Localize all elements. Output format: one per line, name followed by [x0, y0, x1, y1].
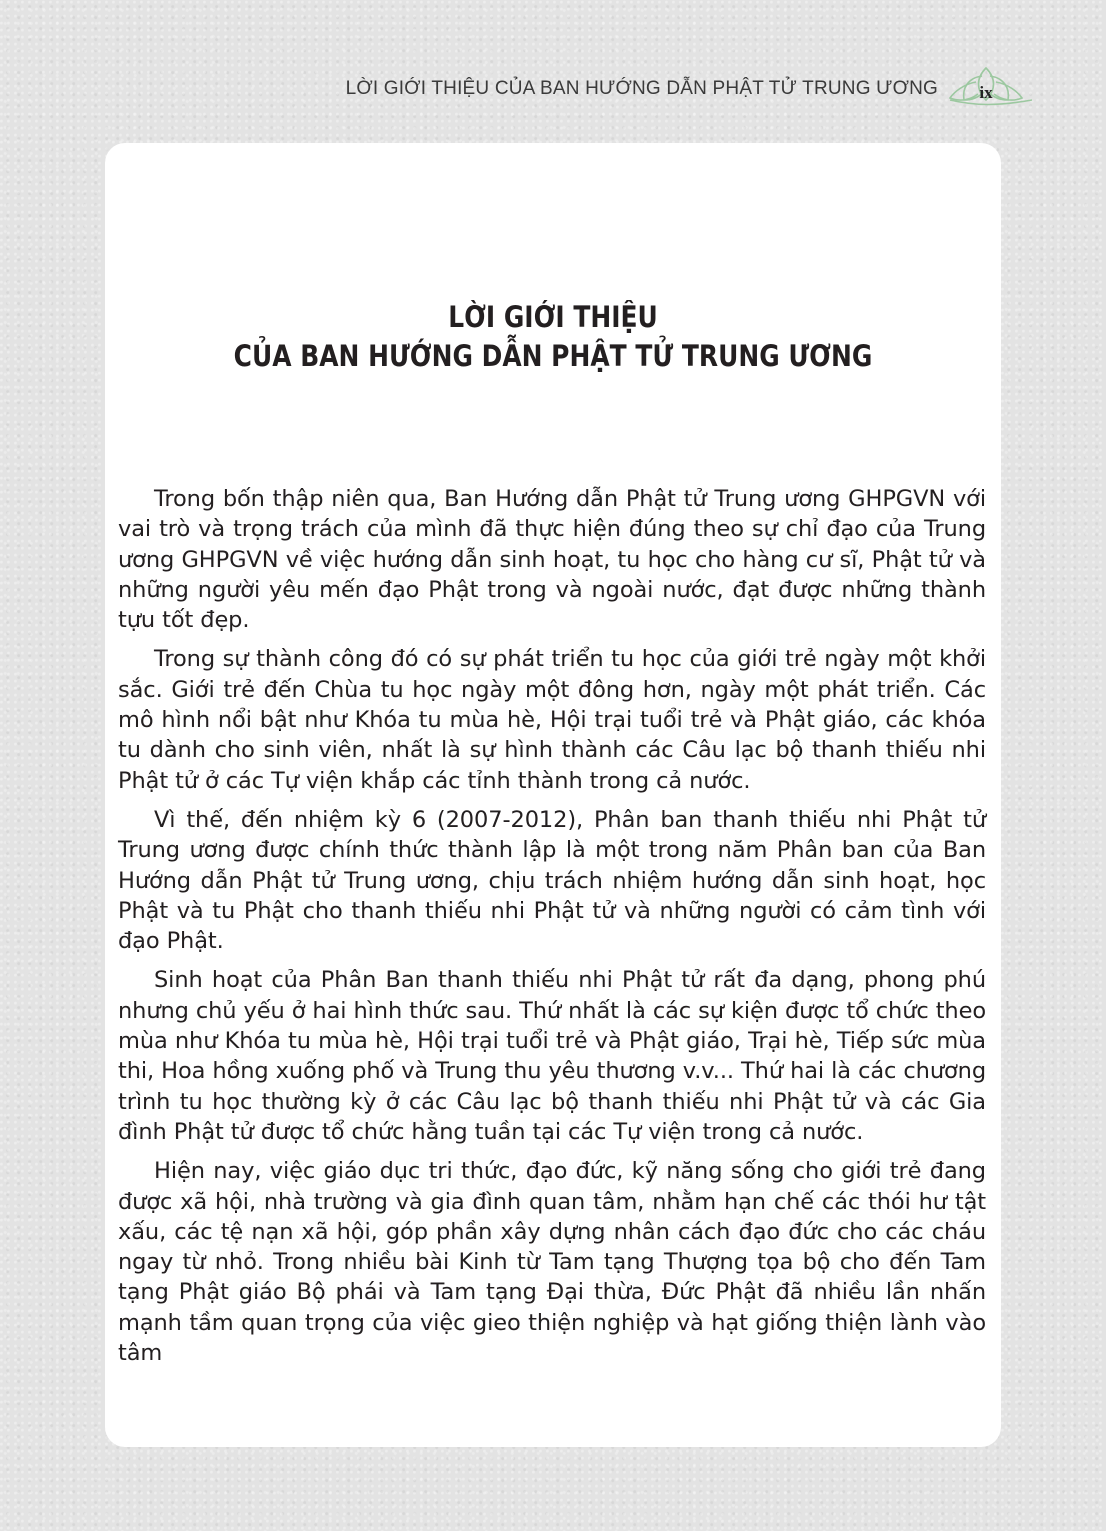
title-line-2: CỦA BAN HƯỚNG DẪN PHẬT TỬ TRUNG ƯƠNG [233, 339, 873, 373]
paragraph: Trong bốn thập niên qua, Ban Hướng dẫn Phật tử Trung ương GHPGVN với vai trò và trọng trách của mình đã thực hiện đúng theo sự chỉ đạo của Trung ương GHPGVN về việc hướng dẫn sinh hoạt, tu học cho hàng cư sĩ, Phật tử và những người yêu mến đạo Phật trong và ngoài nước, đạt được những thành tựu tốt đẹp. [118, 486, 986, 634]
running-header: LỜI GIỚI THIỆU CỦA BAN HƯỚNG DẪN PHẬT TỬ TRUNG ƯƠNG [345, 78, 938, 99]
title-line-1: LỜI GIỚI THIỆU [448, 300, 658, 334]
paragraph: Sinh hoạt của Phân Ban thanh thiếu nhi Phật tử rất đa dạng, phong phú nhưng chủ yếu ở hai hình thức sau. Thứ nhất là các sự kiện được tổ chức theo mùa như Khóa tu mùa hè, Hội trại tuổi trẻ và Phật giáo, Trại hè, Tiếp sức mùa thi, Hoa hồng xuống phố và Trung thu yêu thương v.v... Thứ hai là các chương trình tu học thường kỳ ở các Câu lạc bộ thanh thiếu nhi Phật tử và các Gia đình Phật tử được tổ chức hằng tuần tại các Tự viện trong cả nước. [118, 967, 986, 1145]
body-text [118, 484, 986, 1377]
chapter-title [77, 298, 1028, 376]
page-number: ix [979, 83, 993, 102]
paragraph: Vì thế, đến nhiệm kỳ 6 (2007-2012), Phân ban thanh thiếu nhi Phật tử Trung ương được chính thức thành lập là một trong năm Phân ban của Ban Hướng dẫn Phật tử Trung ương, chịu trách nhiệm hướng dẫn sinh hoạt, học Phật và tu Phật cho thanh thiếu nhi Phật tử và những người có cảm tình với đạo Phật. [118, 806, 986, 955]
paragraph: Trong sự thành công đó có sự phát triển tu học của giới trẻ ngày một khởi sắc. Giới trẻ đến Chùa tu học ngày một đông hơn, ngày một phát triển. Các mô hình nổi bật như Khóa tu mùa hè, Hội trại tuổi trẻ và Phật giáo, các khóa tu dành cho sinh viên, nhất là sự hình thành các Câu lạc bộ thanh thiếu nhi Phật tử ở các Tự viện khắp các tỉnh thành trong cả nước. [118, 646, 986, 794]
paragraph: Hiện nay, việc giáo dục tri thức, đạo đức, kỹ năng sống cho giới trẻ đang được xã hội, nhà trường và gia đình quan tâm, nhằm hạn chế các thói hư tật xấu, các tệ nạn xã hội, góp phần xây dựng nhân cách đạo đức cho các cháu ngay từ nhỏ. Trong nhiều bài Kinh từ Tam tạng Thượng tọa bộ cho đến Tam tạng Phật giáo Bộ phái và Tam tạng Đại thừa, Đức Phật đã nhiều lần nhấn mạnh tầm quan trọng của việc gieo thiện nghiệp và hạt giống thiện lành vào tâm [118, 1158, 986, 1367]
page-number-ornament [946, 62, 1036, 108]
